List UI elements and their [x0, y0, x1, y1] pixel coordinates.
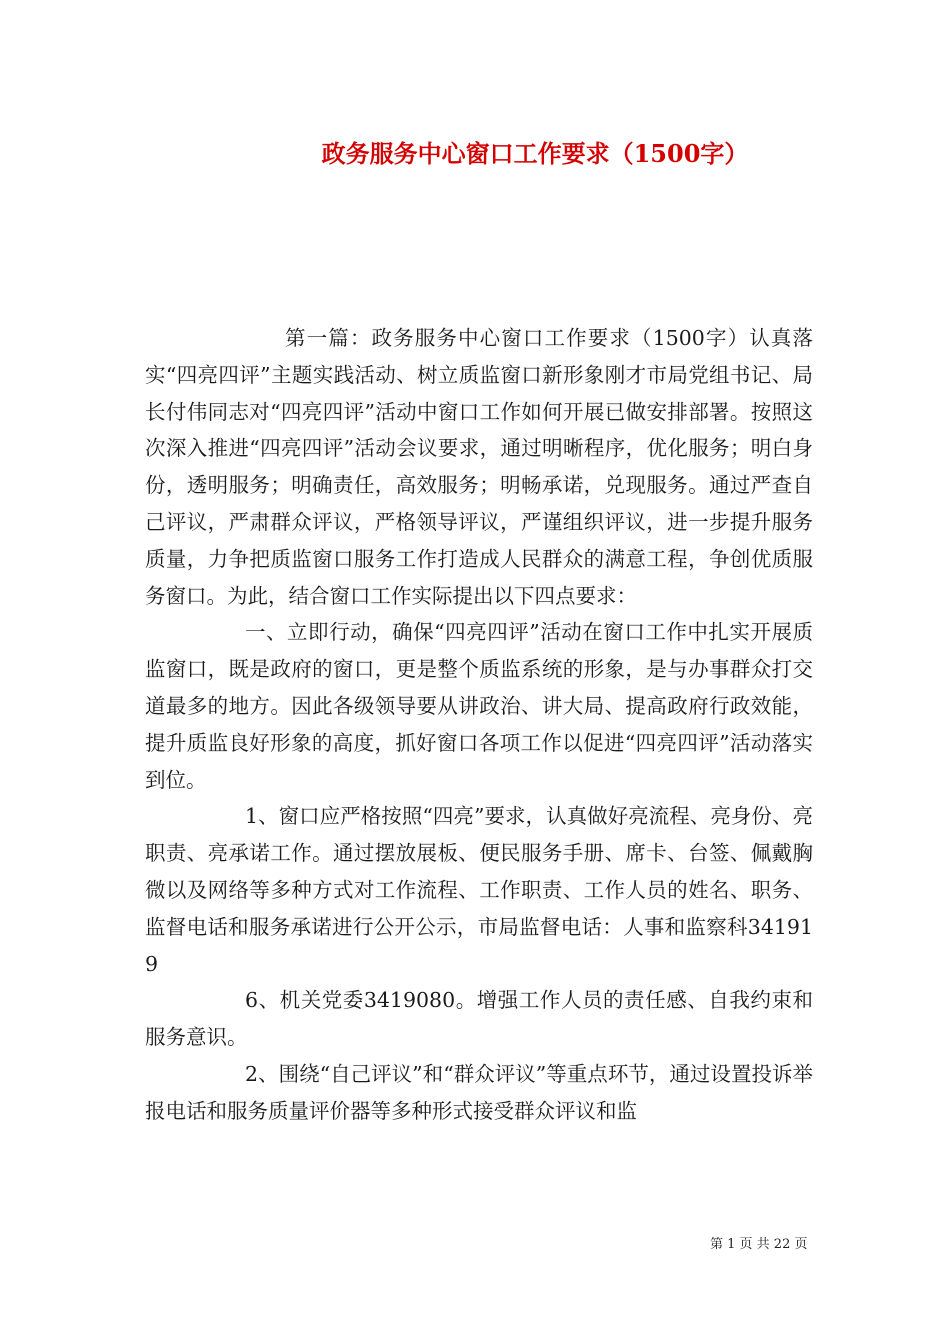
paragraph-item-1: 1、窗口应严格按照“四亮”要求，认真做好亮流程、亮身份、亮职责、亮承诺工作。通过摆放展板、便民服务手册、席卡、台签、佩戴胸微以及网络等多种方式对工作流程、工作职责、工作人员的姓名、职务、监督电话和服务承诺进行公开公示，市局监督电话：人事和监察科341919: [145, 804, 813, 976]
document-body: [145, 320, 813, 1130]
paragraph-item-6: 6、机关党委3419080。增强工作人员的责任感、自我约束和服务意识。: [145, 988, 813, 1050]
paragraph-section-one: 一、立即行动，确保“四亮四评”活动在窗口工作中扎实开展质监窗口，既是政府的窗口，更是整个质监系统的形象，是与办事群众打交道最多的地方。因此各级领导要从讲政治、讲大局、提高政府行政效能，提升质监良好形象的高度，抓好窗口各项工作以促进“四亮四评”活动落实到位。: [145, 620, 813, 792]
paragraph-item-2: 2、围绕“自己评议”和“群众评议”等重点环节，通过设置投诉举报电话和服务质量评价器等多种形式接受群众评议和监: [145, 1061, 813, 1123]
document-title: 政务服务中心窗口工作要求（1500字）: [321, 139, 749, 168]
page-number-footer: 第 1 页 共 22 页: [710, 1237, 808, 1252]
paragraph-intro: 第一篇：政务服务中心窗口工作要求（1500字）认真落实“四亮四评”主题实践活动、树立质监窗口新形象刚才市局党组书记、局长付伟同志对“四亮四评”活动中窗口工作如何开展已做安排部署。按照这次深入推进“四亮四评”活动会议要求，通过明晰程序，优化服务；明白身份，透明服务；明确责任，高效服务；明畅承诺，兑现服务。通过严查自己评议，严肃群众评议，严格领导评议，严谨组织评议，进一步提升服务质量，力争把质监窗口服务工作打造成人民群众的满意工程，争创优质服务窗口。为此，结合窗口工作实际提出以下四点要求：: [145, 326, 813, 608]
